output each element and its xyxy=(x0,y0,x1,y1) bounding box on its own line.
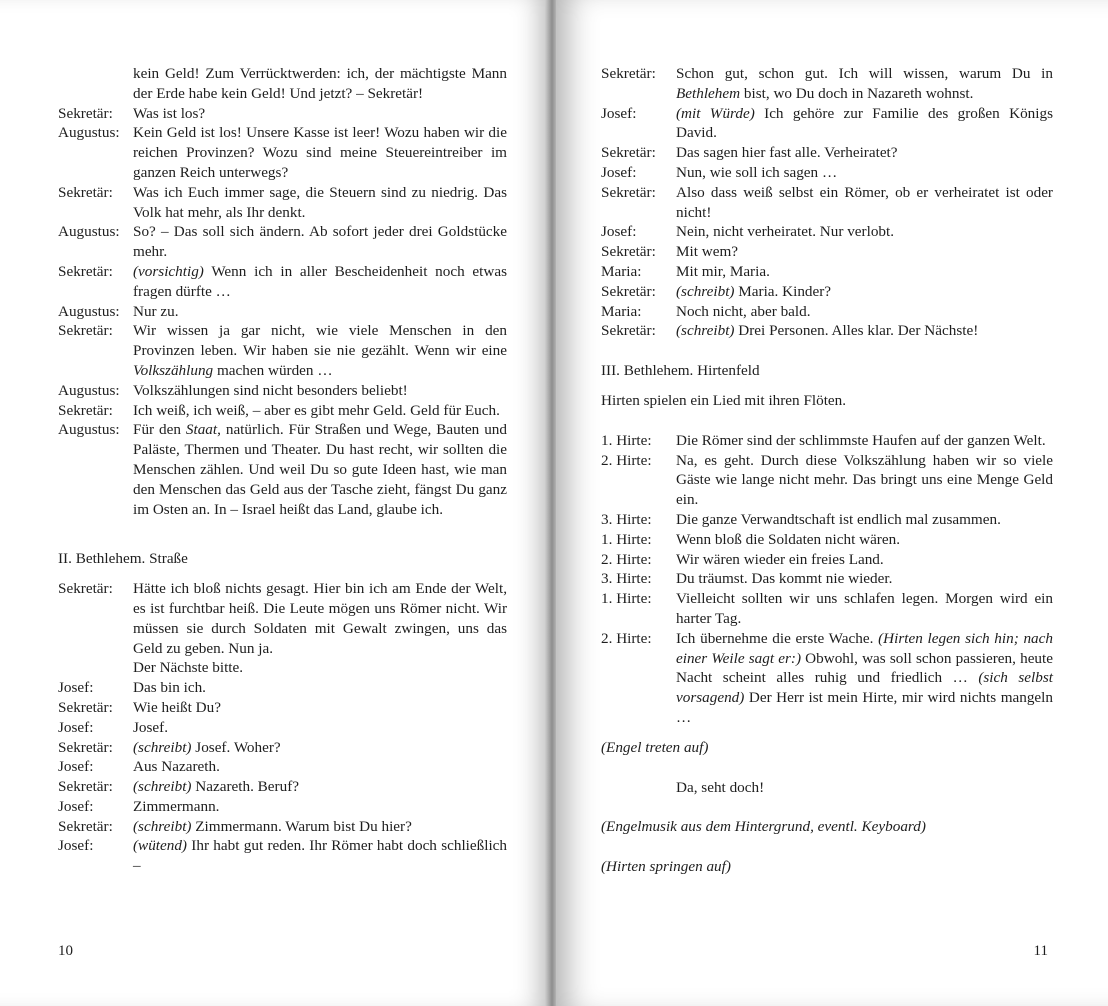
dialogue-text xyxy=(676,64,1053,104)
dialogue-text xyxy=(676,183,1053,223)
dialogue-row xyxy=(58,797,507,817)
dialogue-text xyxy=(676,143,1053,163)
speaker-name: Augustus: xyxy=(58,421,120,439)
speaker-name xyxy=(58,658,133,678)
line-text: Was ich Euch immer sage, die Steuern sind zu niedrig. Das Volk hat mehr, als Ihr denkt. xyxy=(133,183,507,221)
dialogue-text xyxy=(133,678,507,698)
line-text: Ich übernehme die erste Wache. xyxy=(676,629,879,647)
line-text: Ihr habt gut reden. Ihr Römer habt doch schließlich – xyxy=(133,837,507,875)
dialogue-row xyxy=(601,530,1053,550)
speaker-name: Augustus: xyxy=(58,223,120,241)
line-text: Ich weiß, ich weiß, – aber es gibt mehr Geld. Geld für Euch. xyxy=(133,401,500,419)
line-text: Maria. Kinder? xyxy=(734,282,832,300)
continuation-text: kein Geld! Zum Verrücktwerden: ich, der mächtigste Mann der Erde habe kein Geld! Und jetzt? – Sekretär! xyxy=(133,65,507,102)
dialogue-text xyxy=(133,381,507,401)
line-text: Volkszählungen sind nicht besonders beliebt! xyxy=(133,381,408,399)
dialogue-row xyxy=(601,222,1053,242)
dialogue-row xyxy=(601,104,1053,144)
dialogue-text xyxy=(133,757,507,777)
speaker-name: Josef: xyxy=(601,163,637,181)
line-text: Was ist los? xyxy=(133,104,206,122)
dialogue-row xyxy=(58,222,507,262)
dialogue-row xyxy=(601,550,1053,570)
speaker-name: Sekretär: xyxy=(58,778,113,796)
dialogue-block xyxy=(58,104,507,520)
line-text: Wenn ich in aller Bescheidenheit noch etwas fragen dürfte … xyxy=(133,262,507,300)
emphasis: (Hirten legen sich hin; nach einer Weile sagt er:) xyxy=(676,629,1053,667)
dialogue-row xyxy=(58,579,507,658)
dialogue-row xyxy=(601,510,1053,530)
dialogue-row xyxy=(58,183,507,223)
dialogue-row xyxy=(58,104,507,124)
dialogue-row xyxy=(601,451,1053,510)
line-text: Nun, wie soll ich sagen … xyxy=(676,163,838,181)
dialogue-text xyxy=(676,222,1053,242)
stage-direction: (Hirten springen auf) xyxy=(601,858,731,876)
speaker-name: Sekretär: xyxy=(601,282,656,300)
speaker-name: 1. Hirte: xyxy=(601,590,652,608)
dialogue-row xyxy=(58,401,507,421)
speaker-name: Sekretär: xyxy=(58,104,113,122)
stage-direction: (Engelmusik aus dem Hintergrund, eventl. Keyboard) xyxy=(601,818,926,836)
speaker-name: Josef: xyxy=(601,104,637,122)
line-text: So? – Das soll sich ändern. Ab sofort jeder drei Goldstücke mehr. xyxy=(133,223,507,261)
dialogue-row xyxy=(601,321,1053,341)
speaker-name: Augustus: xyxy=(58,381,120,399)
dialogue-text xyxy=(133,123,507,182)
dialogue-row xyxy=(58,678,507,698)
dialogue-text xyxy=(133,777,507,797)
dialogue-row xyxy=(58,817,507,837)
dialogue-text xyxy=(133,658,507,678)
dialogue-row xyxy=(58,420,507,519)
speaker-name: 2. Hirte: xyxy=(601,629,652,647)
line-text: Du träumst. Das kommt nie wieder. xyxy=(676,570,893,588)
line-text: Josef. Woher? xyxy=(191,738,281,756)
speaker-name: 1. Hirte: xyxy=(601,431,652,449)
dialogue-row xyxy=(58,738,507,758)
scene-heading: III. Bethlehem. Hirtenfeld xyxy=(601,362,760,380)
dialogue-text xyxy=(133,817,507,837)
dialogue-text xyxy=(133,183,507,223)
dialogue-line: Da, seht doch! xyxy=(676,778,765,796)
dialogue-text xyxy=(676,242,1053,262)
stage-direction: (mit Würde) xyxy=(676,104,755,122)
dialogue-text xyxy=(133,698,507,718)
line-text: Na, es geht. Durch diese Volkszählung haben wir so viele Gäste wie lange nicht mehr. Das bringt uns eine Menge Geld ein. xyxy=(676,451,1053,509)
speaker-name: Sekretär: xyxy=(58,322,113,340)
dialogue-row xyxy=(601,242,1053,262)
emphasis: Staat xyxy=(185,421,218,439)
dialogue-text xyxy=(676,431,1053,451)
speaker-name: 2. Hirte: xyxy=(601,550,652,568)
line-text: Mit wem? xyxy=(676,243,739,261)
line-text: Wir wären wieder ein freies Land. xyxy=(676,550,884,568)
dialogue-text xyxy=(676,510,1053,530)
speaker-name: Sekretär: xyxy=(601,183,656,201)
line-text: Die Römer sind der schlimmste Haufen auf der ganzen Welt. xyxy=(676,431,1046,449)
dialogue-text xyxy=(133,836,507,876)
speaker-name: 2. Hirte: xyxy=(601,451,652,469)
dialogue-text xyxy=(676,629,1053,728)
dialogue-row xyxy=(58,698,507,718)
line-text: Zimmermann. xyxy=(133,797,220,815)
line-text: Hätte ich bloß nichts gesagt. Hier bin ich am Ende der Welt, es ist furchtbar heiß. Die Leute mögen uns Römer nicht. Wir müssen sie durch Soldaten mit Gewalt zwingen, uns das Geld zu geben. Nun ja. xyxy=(133,580,507,657)
dialogue-text xyxy=(676,530,1053,550)
dialogue-row xyxy=(58,381,507,401)
line-text: Mit mir, Maria. xyxy=(676,262,770,280)
line-text: Für den xyxy=(133,421,186,439)
speaker-name: Augustus: xyxy=(58,302,120,320)
line-text: Die ganze Verwandtschaft ist endlich mal zusammen. xyxy=(676,510,1001,528)
speaker-name: Sekretär: xyxy=(58,817,113,835)
emphasis: Bethlehem xyxy=(676,84,741,102)
line-text: Schon gut, schon gut. Ich will wissen, warum Du in xyxy=(676,65,1053,82)
stage-direction: (schreibt) xyxy=(133,738,192,756)
speaker-name: Sekretär: xyxy=(601,243,656,261)
stage-direction: (wütend) xyxy=(133,837,187,855)
speaker-name: Maria: xyxy=(601,262,642,280)
line-text: Der Nächste bitte. xyxy=(133,659,244,677)
stage-direction: (sich selbst vorsagend) xyxy=(676,669,1053,707)
dialogue-text xyxy=(133,797,507,817)
stage-direction: (schreibt) xyxy=(133,817,192,835)
dialogue-text xyxy=(676,589,1053,629)
dialogue-row xyxy=(601,629,1053,728)
speaker-name: Sekretär: xyxy=(601,65,656,82)
dialogue-row xyxy=(601,143,1053,163)
line-text: Drei Personen. Alles klar. Der Nächste! xyxy=(734,322,979,340)
line-text: Aus Nazareth. xyxy=(133,758,220,776)
dialogue-row xyxy=(601,282,1053,302)
speaker-name: Josef: xyxy=(58,758,94,776)
speaker-name: Sekretär: xyxy=(601,144,656,162)
dialogue-block xyxy=(601,64,1053,341)
line-text: Nein, nicht verheiratet. Nur verlobt. xyxy=(676,223,895,241)
line-text: Das bin ich. xyxy=(133,679,206,697)
speaker-name: 1. Hirte: xyxy=(601,530,652,548)
line-text: Vielleicht sollten wir uns schlafen legen. Morgen wird ein harter Tag. xyxy=(676,590,1053,627)
speaker-name: Josef: xyxy=(58,718,94,736)
stage-direction: (Engel treten auf) xyxy=(601,738,709,756)
line-text: Noch nicht, aber bald. xyxy=(676,302,811,320)
dialogue-block xyxy=(601,431,1053,728)
speaker-name: Sekretär: xyxy=(58,183,113,201)
line-text: Der Herr ist mein Hirte, mir wird nichts mangeln … xyxy=(676,689,1053,726)
speaker-name: Sekretär: xyxy=(58,262,113,280)
line-text: machen würden … xyxy=(213,361,333,379)
dialogue-row xyxy=(58,123,507,182)
speaker-name: Maria: xyxy=(601,302,642,320)
dialogue-text xyxy=(676,550,1053,570)
dialogue-text xyxy=(133,420,507,519)
page-number: 10 xyxy=(58,943,73,959)
dialogue-text xyxy=(676,451,1053,510)
stage-direction: (schreibt) xyxy=(676,282,735,300)
page-number: 11 xyxy=(1033,943,1048,959)
speaker-name: 3. Hirte: xyxy=(601,510,652,528)
speaker-name: Sekretär: xyxy=(58,401,113,419)
dialogue-text xyxy=(133,401,507,421)
speaker-name: Sekretär: xyxy=(58,738,113,756)
dialogue-row xyxy=(58,262,507,302)
dialogue-row xyxy=(601,431,1053,451)
dialogue-text xyxy=(133,104,507,124)
dialogue-text xyxy=(133,579,507,658)
line-text: Zimmermann. Warum bist Du hier? xyxy=(191,817,412,835)
dialogue-row xyxy=(58,718,507,738)
right-page xyxy=(556,0,1108,1006)
line-text: Wir wissen ja gar nicht, wie viele Menschen in den Provinzen leben. Wir haben sie nie gezählt. Wenn wir eine xyxy=(133,322,507,360)
dialogue-text xyxy=(133,738,507,758)
emphasis: Volkszählung xyxy=(133,361,214,379)
dialogue-row xyxy=(601,64,1053,104)
dialogue-text xyxy=(133,321,507,380)
speaker-name: Josef: xyxy=(58,679,94,697)
line-text: Wie heißt Du? xyxy=(133,698,221,716)
speaker-name: 3. Hirte: xyxy=(601,570,652,588)
speaker-name: Josef: xyxy=(58,797,94,815)
line-text: Josef. xyxy=(133,718,169,736)
line-text: Also dass weiß selbst ein Römer, ob er verheiratet ist oder nicht! xyxy=(676,183,1053,221)
line-text: Kein Geld ist los! Unsere Kasse ist leer! Wozu haben wir die reichen Provinzen? Wozu sind meine Steuereintreiber im ganzen Reich unterwegs? xyxy=(133,124,507,181)
dialogue-row xyxy=(58,302,507,322)
dialogue-text xyxy=(676,569,1053,589)
stage-direction: (schreibt) xyxy=(676,322,735,340)
scene-intro: Hirten spielen ein Lied mit ihren Flöten. xyxy=(601,391,847,409)
speaker-name: Sekretär: xyxy=(601,322,656,340)
dialogue-row xyxy=(601,569,1053,589)
line-text: , natürlich. Für Straßen und Wege, Bauten und Paläste, Thermen und Theater. Du hast recht, wir sollten die Menschen zählen. Und weil Du so gute Ideen hast, wie man den Menschen das Geld aus der Tasche zieht, fängst Du ganz im Osten an. In – Israel heißt das Land, glaube ich. xyxy=(133,421,507,518)
stage-direction: (schreibt) xyxy=(133,778,192,796)
line-text: bist, wo Du doch in Nazareth wohnst. xyxy=(740,84,974,102)
dialogue-row xyxy=(58,321,507,380)
dialogue-text xyxy=(676,321,1053,341)
line-text: Wenn bloß die Soldaten nicht wären. xyxy=(676,530,900,548)
speaker-name: Augustus: xyxy=(58,124,120,142)
speaker-name: Sekretär: xyxy=(58,580,113,598)
dialogue-text xyxy=(676,282,1053,302)
dialogue-text xyxy=(133,718,507,738)
left-page xyxy=(0,0,548,1006)
dialogue-row xyxy=(58,836,507,876)
dialogue-text xyxy=(676,104,1053,144)
dialogue-row xyxy=(58,658,507,678)
speaker-name: Josef: xyxy=(58,837,94,855)
dialogue-row xyxy=(601,163,1053,183)
dialogue-row xyxy=(601,183,1053,223)
left-page-text xyxy=(58,64,507,876)
dialogue-text xyxy=(676,262,1053,282)
dialogue-block xyxy=(58,579,507,876)
dialogue-row xyxy=(601,589,1053,629)
stage-direction: (vorsichtig) xyxy=(133,262,204,280)
dialogue-row xyxy=(58,777,507,797)
dialogue-row xyxy=(601,262,1053,282)
line-text: Das sagen hier fast alle. Verheiratet? xyxy=(676,144,898,162)
dialogue-row xyxy=(601,302,1053,322)
dialogue-text xyxy=(133,302,507,322)
right-page-text xyxy=(601,64,1053,877)
dialogue-text xyxy=(133,222,507,262)
line-text: Nazareth. Beruf? xyxy=(191,778,299,796)
dialogue-text xyxy=(676,163,1053,183)
dialogue-row xyxy=(58,757,507,777)
speaker-name: Sekretär: xyxy=(58,698,113,716)
line-text: Obwohl, was soll schon passieren, heute Nacht scheint alles ruhig und friedlich … xyxy=(676,649,1053,687)
dialogue-text xyxy=(133,262,507,302)
dialogue-text xyxy=(676,302,1053,322)
scene-heading: II. Bethlehem. Straße xyxy=(58,550,188,568)
line-text: Nur zu. xyxy=(133,302,179,320)
line-text: Ich gehöre zur Familie des großen Königs David. xyxy=(676,104,1053,142)
speaker-name: Josef: xyxy=(601,223,637,241)
